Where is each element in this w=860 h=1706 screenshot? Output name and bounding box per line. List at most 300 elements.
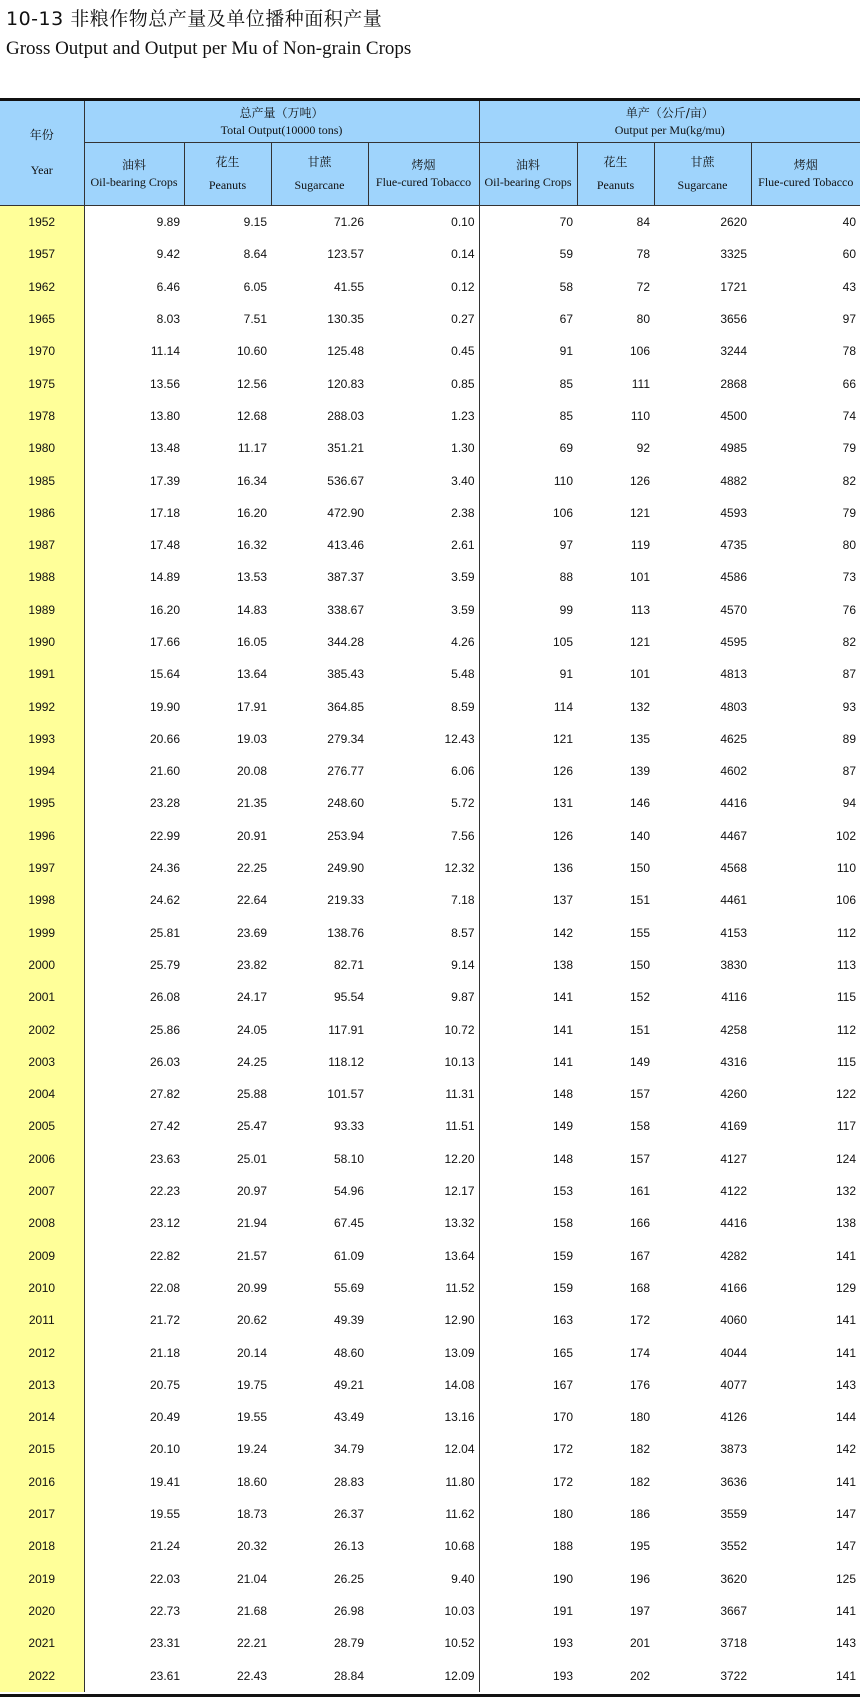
value-cell: 168 bbox=[629, 1280, 651, 1295]
value-cell: 12.43 bbox=[368, 723, 479, 755]
table-row bbox=[0, 400, 860, 432]
value-cell: 21.24 bbox=[149, 1539, 180, 1554]
value-cell: 2620 bbox=[720, 215, 748, 230]
value-cell: 3.59 bbox=[368, 561, 479, 593]
value-cell: 24.05 bbox=[236, 1022, 267, 1037]
value-cell: 4416 bbox=[720, 796, 748, 811]
value-cell: 351.21 bbox=[327, 441, 364, 456]
value-cell: 9.89 bbox=[156, 215, 180, 230]
value-cell: 172 bbox=[552, 1474, 574, 1489]
year-cell: 1986 bbox=[0, 497, 84, 529]
value-cell: 14.89 bbox=[149, 570, 180, 585]
value-cell: 161 bbox=[629, 1184, 651, 1199]
header-row-crops bbox=[0, 143, 860, 206]
value-cell: 20.32 bbox=[236, 1539, 267, 1554]
value-cell: 193 bbox=[552, 1668, 574, 1683]
header-crop-cn: 花生 bbox=[603, 155, 628, 169]
value-cell: 4735 bbox=[720, 538, 748, 553]
value-cell: 0.27 bbox=[368, 303, 479, 335]
year-cell: 2007 bbox=[0, 1175, 84, 1207]
value-cell: 118.12 bbox=[328, 1054, 364, 1069]
value-cell: 13.64 bbox=[236, 667, 267, 682]
value-cell: 13.16 bbox=[368, 1401, 479, 1433]
value-cell: 3.40 bbox=[368, 464, 479, 496]
table-row bbox=[0, 1078, 860, 1110]
value-cell: 147 bbox=[835, 1539, 857, 1554]
year-cell: 2018 bbox=[0, 1530, 84, 1562]
table-row bbox=[0, 1175, 860, 1207]
year-cell: 2015 bbox=[0, 1433, 84, 1465]
value-cell: 106 bbox=[629, 344, 651, 359]
value-cell: 12.90 bbox=[368, 1304, 479, 1336]
value-cell: 12.68 bbox=[236, 408, 267, 423]
year-cell: 2009 bbox=[0, 1240, 84, 1272]
value-cell: 101.57 bbox=[327, 1087, 364, 1102]
table-row bbox=[0, 1369, 860, 1401]
value-cell: 91 bbox=[559, 667, 574, 682]
value-cell: 85 bbox=[559, 408, 574, 423]
value-cell: 13.64 bbox=[368, 1240, 479, 1272]
value-cell: 61.09 bbox=[333, 1248, 364, 1263]
value-cell: 87 bbox=[842, 667, 857, 682]
value-cell: 0.12 bbox=[368, 271, 479, 303]
value-cell: 25.86 bbox=[149, 1022, 180, 1037]
value-cell: 91 bbox=[559, 344, 574, 359]
value-cell: 253.94 bbox=[327, 828, 364, 843]
value-cell: 89 bbox=[842, 731, 857, 746]
year-cell: 1985 bbox=[0, 464, 84, 496]
table-row bbox=[0, 820, 860, 852]
value-cell: 202 bbox=[629, 1668, 651, 1683]
value-cell: 43.49 bbox=[333, 1410, 364, 1425]
value-cell: 70 bbox=[559, 215, 574, 230]
value-cell: 18.73 bbox=[236, 1507, 267, 1522]
year-cell: 1992 bbox=[0, 690, 84, 722]
value-cell: 536.67 bbox=[327, 473, 364, 488]
value-cell: 3722 bbox=[720, 1668, 748, 1683]
value-cell: 106 bbox=[835, 893, 857, 908]
value-cell: 101 bbox=[629, 667, 651, 682]
value-cell: 19.75 bbox=[236, 1377, 267, 1392]
value-cell: 10.13 bbox=[368, 1046, 479, 1078]
year-cell: 2021 bbox=[0, 1627, 84, 1659]
table-row bbox=[0, 432, 860, 464]
year-cell: 2016 bbox=[0, 1466, 84, 1498]
value-cell: 23.63 bbox=[149, 1151, 180, 1166]
header-crop-sugarcane bbox=[654, 143, 751, 206]
table-row bbox=[0, 1304, 860, 1336]
table-row bbox=[0, 852, 860, 884]
value-cell: 142 bbox=[552, 925, 574, 940]
year-cell: 2013 bbox=[0, 1369, 84, 1401]
value-cell: 20.66 bbox=[149, 731, 180, 746]
value-cell: 112 bbox=[836, 1022, 857, 1037]
year-cell: 2006 bbox=[0, 1143, 84, 1175]
value-cell: 12.20 bbox=[368, 1143, 479, 1175]
value-cell: 124 bbox=[835, 1151, 857, 1166]
value-cell: 141 bbox=[552, 1022, 574, 1037]
value-cell: 11.80 bbox=[368, 1466, 479, 1498]
table-row bbox=[0, 949, 860, 981]
value-cell: 151 bbox=[629, 893, 651, 908]
value-cell: 4166 bbox=[720, 1280, 748, 1295]
value-cell: 21.57 bbox=[236, 1248, 267, 1263]
value-cell: 12.32 bbox=[368, 852, 479, 884]
table-row bbox=[0, 1466, 860, 1498]
value-cell: 4882 bbox=[720, 473, 748, 488]
value-cell: 22.23 bbox=[149, 1184, 180, 1199]
value-cell: 7.56 bbox=[368, 820, 479, 852]
value-cell: 130.35 bbox=[327, 312, 364, 327]
table-row bbox=[0, 658, 860, 690]
value-cell: 3830 bbox=[720, 957, 748, 972]
table-row bbox=[0, 238, 860, 270]
value-cell: 4568 bbox=[720, 861, 748, 876]
value-cell: 23.69 bbox=[236, 925, 267, 940]
page-title-english: Gross Output and Output per Mu of Non-grain Crops bbox=[6, 38, 412, 59]
header-crop-tobacco bbox=[751, 143, 860, 206]
value-cell: 22.25 bbox=[236, 861, 267, 876]
year-cell: 2011 bbox=[0, 1304, 84, 1336]
year-cell: 2008 bbox=[0, 1207, 84, 1239]
header-total-en: Total Output(10000 tons) bbox=[220, 122, 343, 137]
value-cell: 25.01 bbox=[236, 1151, 267, 1166]
value-cell: 11.14 bbox=[150, 344, 180, 359]
value-cell: 27.82 bbox=[149, 1087, 180, 1102]
value-cell: 9.42 bbox=[156, 247, 180, 262]
value-cell: 4570 bbox=[720, 602, 748, 617]
value-cell: 21.72 bbox=[149, 1313, 180, 1328]
value-cell: 6.06 bbox=[368, 755, 479, 787]
year-cell: 1975 bbox=[0, 367, 84, 399]
year-cell: 2014 bbox=[0, 1401, 84, 1433]
table-row bbox=[0, 335, 860, 367]
value-cell: 13.80 bbox=[149, 408, 180, 423]
value-cell: 20.62 bbox=[236, 1313, 267, 1328]
table-row bbox=[0, 271, 860, 303]
year-cell: 2012 bbox=[0, 1336, 84, 1368]
value-cell: 59 bbox=[559, 247, 574, 262]
value-cell: 120.83 bbox=[327, 376, 364, 391]
value-cell: 172 bbox=[552, 1442, 574, 1457]
value-cell: 158 bbox=[552, 1216, 574, 1231]
value-cell: 54.96 bbox=[333, 1184, 364, 1199]
value-cell: 4060 bbox=[720, 1313, 748, 1328]
value-cell: 137 bbox=[552, 893, 574, 908]
value-cell: 141 bbox=[835, 1313, 857, 1328]
value-cell: 153 bbox=[552, 1184, 574, 1199]
value-cell: 4116 bbox=[721, 990, 748, 1005]
value-cell: 76 bbox=[842, 602, 857, 617]
value-cell: 48.60 bbox=[333, 1345, 364, 1360]
value-cell: 121 bbox=[629, 505, 651, 520]
value-cell: 136 bbox=[552, 861, 574, 876]
value-cell: 78 bbox=[842, 344, 857, 359]
value-cell: 139 bbox=[629, 764, 651, 779]
value-cell: 21.94 bbox=[236, 1216, 267, 1231]
value-cell: 87 bbox=[842, 764, 857, 779]
value-cell: 196 bbox=[629, 1571, 651, 1586]
table-row bbox=[0, 529, 860, 561]
value-cell: 10.68 bbox=[368, 1530, 479, 1562]
value-cell: 152 bbox=[629, 990, 651, 1005]
table-row bbox=[0, 1272, 860, 1304]
value-cell: 14.83 bbox=[236, 602, 267, 617]
table-row bbox=[0, 723, 860, 755]
value-cell: 26.25 bbox=[333, 1571, 364, 1586]
value-cell: 125.48 bbox=[327, 344, 364, 359]
value-cell: 1.23 bbox=[368, 400, 479, 432]
table-row bbox=[0, 594, 860, 626]
value-cell: 113 bbox=[630, 602, 651, 617]
value-cell: 25.47 bbox=[236, 1119, 267, 1134]
year-cell: 1997 bbox=[0, 852, 84, 884]
value-cell: 4258 bbox=[720, 1022, 748, 1037]
value-cell: 4077 bbox=[720, 1377, 748, 1392]
value-cell: 159 bbox=[552, 1280, 574, 1295]
value-cell: 1.30 bbox=[368, 432, 479, 464]
value-cell: 13.48 bbox=[149, 441, 180, 456]
value-cell: 141 bbox=[835, 1603, 857, 1618]
output-table bbox=[0, 98, 860, 1692]
value-cell: 13.56 bbox=[149, 376, 180, 391]
table-row bbox=[0, 1595, 860, 1627]
value-cell: 2.38 bbox=[368, 497, 479, 529]
value-cell: 135 bbox=[629, 731, 651, 746]
value-cell: 67 bbox=[559, 312, 574, 327]
header-crop-cn: 烤烟 bbox=[411, 158, 436, 172]
page-title-chinese: 10-13 非粮作物总产量及单位播种面积产量 bbox=[6, 8, 383, 30]
value-cell: 279.34 bbox=[327, 731, 364, 746]
header-crop-en: Oil-bearing Crops bbox=[90, 175, 178, 189]
value-cell: 150 bbox=[629, 957, 651, 972]
value-cell: 8.64 bbox=[243, 247, 267, 262]
value-cell: 163 bbox=[552, 1313, 574, 1328]
value-cell: 110 bbox=[630, 408, 651, 423]
value-cell: 132 bbox=[835, 1184, 857, 1199]
value-cell: 8.57 bbox=[368, 917, 479, 949]
value-cell: 60 bbox=[842, 247, 857, 262]
value-cell: 22.03 bbox=[149, 1571, 180, 1586]
value-cell: 74 bbox=[842, 408, 857, 423]
header-crop-oil bbox=[84, 143, 184, 206]
value-cell: 26.98 bbox=[333, 1603, 364, 1618]
value-cell: 7.18 bbox=[368, 884, 479, 916]
table-row bbox=[0, 1336, 860, 1368]
value-cell: 249.90 bbox=[327, 861, 364, 876]
year-cell: 2005 bbox=[0, 1110, 84, 1142]
value-cell: 159 bbox=[552, 1248, 574, 1263]
value-cell: 188 bbox=[552, 1539, 574, 1554]
value-cell: 11.17 bbox=[237, 441, 267, 456]
value-cell: 27.42 bbox=[149, 1119, 180, 1134]
value-cell: 16.20 bbox=[236, 505, 267, 520]
header-crop-tobacco bbox=[368, 143, 479, 206]
value-cell: 3667 bbox=[720, 1603, 748, 1618]
value-cell: 17.48 bbox=[149, 538, 180, 553]
table-row bbox=[0, 1110, 860, 1142]
value-cell: 0.45 bbox=[368, 335, 479, 367]
value-cell: 131 bbox=[552, 796, 574, 811]
header-crop-en: Peanuts bbox=[208, 178, 247, 192]
value-cell: 88 bbox=[559, 570, 574, 585]
value-cell: 95.54 bbox=[333, 990, 364, 1005]
value-cell: 144 bbox=[835, 1410, 857, 1425]
value-cell: 2.61 bbox=[368, 529, 479, 561]
header-crop-peanuts bbox=[184, 143, 271, 206]
year-cell: 2010 bbox=[0, 1272, 84, 1304]
value-cell: 157 bbox=[629, 1087, 651, 1102]
value-cell: 24.36 bbox=[149, 861, 180, 876]
value-cell: 97 bbox=[842, 312, 857, 327]
year-cell: 1970 bbox=[0, 335, 84, 367]
value-cell: 387.37 bbox=[327, 570, 364, 585]
value-cell: 165 bbox=[552, 1345, 574, 1360]
value-cell: 4416 bbox=[720, 1216, 748, 1231]
value-cell: 4500 bbox=[720, 408, 748, 423]
value-cell: 11.52 bbox=[368, 1272, 479, 1304]
value-cell: 28.79 bbox=[333, 1636, 364, 1651]
table-row bbox=[0, 690, 860, 722]
table-row bbox=[0, 981, 860, 1013]
value-cell: 11.62 bbox=[368, 1498, 479, 1530]
value-cell: 20.97 bbox=[236, 1184, 267, 1199]
value-cell: 4126 bbox=[720, 1410, 748, 1425]
value-cell: 22.82 bbox=[149, 1248, 180, 1263]
value-cell: 20.75 bbox=[149, 1377, 180, 1392]
year-cell: 2022 bbox=[0, 1659, 84, 1691]
value-cell: 126 bbox=[552, 764, 574, 779]
year-cell: 2017 bbox=[0, 1498, 84, 1530]
value-cell: 11.31 bbox=[368, 1078, 479, 1110]
value-cell: 8.59 bbox=[368, 690, 479, 722]
value-cell: 10.72 bbox=[368, 1013, 479, 1045]
table-row bbox=[0, 1627, 860, 1659]
table-row bbox=[0, 626, 860, 658]
value-cell: 93.33 bbox=[333, 1119, 364, 1134]
value-cell: 4122 bbox=[720, 1184, 748, 1199]
value-cell: 150 bbox=[629, 861, 651, 876]
value-cell: 172 bbox=[629, 1313, 651, 1328]
header-crop-cn: 花生 bbox=[215, 155, 240, 169]
year-cell: 1962 bbox=[0, 271, 84, 303]
value-cell: 2868 bbox=[720, 376, 748, 391]
value-cell: 23.28 bbox=[149, 796, 180, 811]
value-cell: 4282 bbox=[720, 1248, 748, 1263]
header-crop-oil bbox=[479, 143, 577, 206]
value-cell: 55.69 bbox=[333, 1280, 364, 1295]
value-cell: 20.91 bbox=[236, 828, 267, 843]
value-cell: 121 bbox=[629, 635, 651, 649]
value-cell: 248.60 bbox=[327, 796, 364, 811]
value-cell: 413.46 bbox=[327, 538, 364, 553]
header-total-cn: 总产量（万吨） bbox=[239, 105, 324, 120]
value-cell: 3552 bbox=[720, 1539, 748, 1554]
value-cell: 4127 bbox=[720, 1151, 748, 1166]
table-row bbox=[0, 1562, 860, 1594]
value-cell: 9.40 bbox=[368, 1562, 479, 1594]
value-cell: 148 bbox=[552, 1087, 574, 1102]
value-cell: 17.18 bbox=[149, 505, 180, 520]
value-cell: 17.66 bbox=[149, 635, 180, 649]
value-cell: 0.10 bbox=[368, 206, 479, 239]
value-cell: 151 bbox=[629, 1022, 651, 1037]
value-cell: 12.09 bbox=[368, 1659, 479, 1691]
value-cell: 4316 bbox=[720, 1054, 748, 1069]
table-row bbox=[0, 884, 860, 916]
header-unit-output bbox=[479, 100, 860, 143]
value-cell: 17.39 bbox=[149, 473, 180, 488]
value-cell: 21.04 bbox=[236, 1571, 267, 1586]
value-cell: 23.12 bbox=[149, 1216, 180, 1231]
value-cell: 344.28 bbox=[327, 635, 364, 649]
value-cell: 4813 bbox=[720, 667, 748, 682]
value-cell: 23.31 bbox=[149, 1636, 180, 1651]
value-cell: 10.60 bbox=[236, 344, 267, 359]
value-cell: 17.91 bbox=[236, 699, 267, 714]
table-row bbox=[0, 1240, 860, 1272]
value-cell: 106 bbox=[552, 505, 574, 520]
value-cell: 4461 bbox=[720, 893, 748, 908]
value-cell: 167 bbox=[552, 1377, 574, 1392]
value-cell: 193 bbox=[552, 1636, 574, 1651]
value-cell: 10.03 bbox=[368, 1595, 479, 1627]
value-cell: 110 bbox=[836, 861, 857, 876]
value-cell: 117 bbox=[836, 1119, 857, 1134]
value-cell: 41.55 bbox=[333, 279, 364, 294]
table-row bbox=[0, 1013, 860, 1045]
value-cell: 4593 bbox=[720, 505, 748, 520]
value-cell: 16.05 bbox=[236, 635, 267, 649]
value-cell: 1721 bbox=[720, 279, 748, 294]
value-cell: 132 bbox=[629, 699, 651, 714]
value-cell: 5.48 bbox=[368, 658, 479, 690]
year-cell: 1988 bbox=[0, 561, 84, 593]
header-crop-cn: 油料 bbox=[121, 158, 146, 172]
header-crop-peanuts bbox=[577, 143, 654, 206]
value-cell: 18.60 bbox=[236, 1474, 267, 1489]
value-cell: 219.33 bbox=[327, 893, 364, 908]
value-cell: 3636 bbox=[720, 1474, 748, 1489]
value-cell: 114 bbox=[553, 699, 574, 714]
value-cell: 28.84 bbox=[333, 1668, 364, 1683]
value-cell: 11.51 bbox=[368, 1110, 479, 1142]
value-cell: 13.09 bbox=[368, 1336, 479, 1368]
value-cell: 3.59 bbox=[368, 594, 479, 626]
value-cell: 4595 bbox=[720, 635, 748, 649]
value-cell: 67.45 bbox=[333, 1216, 364, 1231]
value-cell: 22.73 bbox=[149, 1603, 180, 1618]
value-cell: 9.14 bbox=[368, 949, 479, 981]
value-cell: 288.03 bbox=[327, 408, 364, 423]
year-cell: 1991 bbox=[0, 658, 84, 690]
value-cell: 112 bbox=[836, 925, 857, 940]
value-cell: 142 bbox=[835, 1442, 857, 1457]
table-row bbox=[0, 464, 860, 496]
value-cell: 24.62 bbox=[149, 893, 180, 908]
year-cell: 1993 bbox=[0, 723, 84, 755]
value-cell: 158 bbox=[629, 1119, 651, 1134]
value-cell: 125 bbox=[835, 1571, 857, 1586]
value-cell: 385.43 bbox=[327, 667, 364, 682]
table-row bbox=[0, 1143, 860, 1175]
value-cell: 22.99 bbox=[149, 828, 180, 843]
value-cell: 0.85 bbox=[368, 367, 479, 399]
value-cell: 170 bbox=[552, 1410, 574, 1425]
value-cell: 78 bbox=[636, 247, 651, 262]
value-cell: 25.79 bbox=[149, 957, 180, 972]
year-cell: 1952 bbox=[0, 206, 84, 239]
